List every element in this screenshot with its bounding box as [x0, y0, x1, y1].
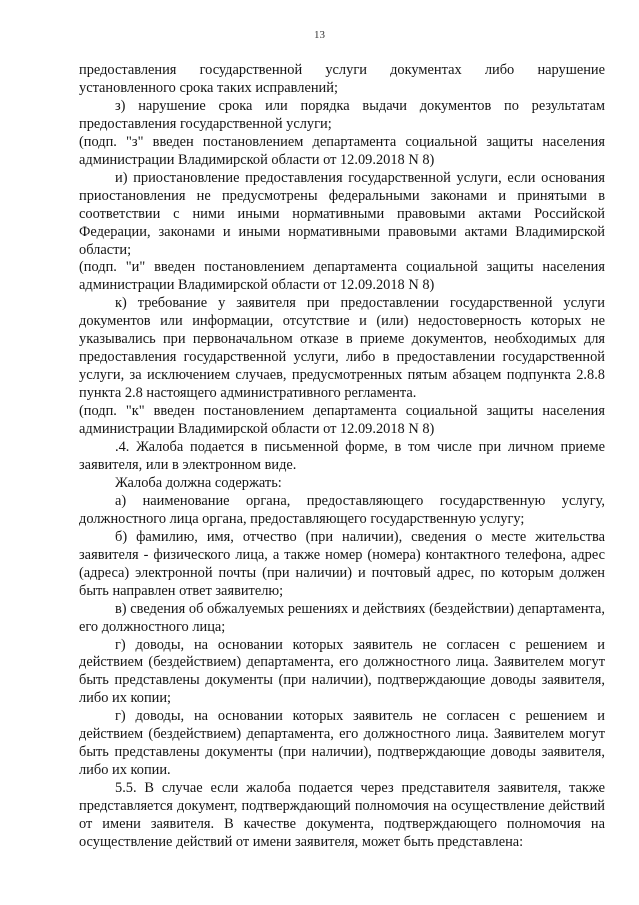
paragraph-v: в) сведения об обжалуемых решениях и действиях (бездействии) департамента, его должностного лица;	[79, 600, 605, 635]
paragraph-5-5: 5.5. В случае если жалоба подается через представителя заявителя, также представляется документ, подтверждающий полномочия на осуществление действий от имени заявителя. В качестве документа, подтверждающего полномочия на осуществление действий от имени заявителя, может быть представлена:	[79, 780, 605, 850]
paragraph-g-1: г) доводы, на основании которых заявитель не согласен с решением и действием (бездействием) департамента, его должностного лица. Заявителем могут быть представлены документы (при наличии), подтверждающие доводы заявителя, либо их копии;	[79, 636, 605, 707]
paragraph-z: з) нарушение срока или порядка выдачи документов по результатам предоставления государственной услуги;	[79, 97, 605, 132]
paragraph-i: и) приостановление предоставления государственной услуги, если основания приостановления не предусмотрены федеральными законами и принятыми в соответствии с ними иными нормативными правовыми актами Российской Федерации, законами и иными нормативными правовыми актами Владимирской области;	[79, 169, 605, 258]
paragraph-g-2: г) доводы, на основании которых заявитель не согласен с решением и действием (бездействием) департамента, его должностного лица. Заявителем могут быть представлены документы (при наличии), подтверждающие доводы заявителя, либо их копии.	[79, 708, 605, 779]
document-body	[79, 62, 605, 852]
amendment-note-i: (подп. "и" введен постановлением департамента социальной защиты населения администрации Владимирской области от 12.09.2018 N 8)	[79, 259, 605, 294]
amendment-note-z: (подп. "з" введен постановлением департамента социальной защиты населения администрации Владимирской области от 12.09.2018 N 8)	[79, 133, 605, 168]
paragraph-continuation: предоставления государственной услуги документах либо нарушение установленного срока таких исправлений;	[79, 62, 605, 96]
page-number: 13	[314, 29, 325, 41]
amendment-note-k: (подп. "к" введен постановлением департамента социальной защиты населения администрации Владимирской области от 12.09.2018 N 8)	[79, 403, 605, 438]
paragraph-a: а) наименование органа, предоставляющего государственную услугу, должностного лица органа, предоставляющего государственную услугу;	[79, 492, 605, 527]
paragraph-5-4: .4. Жалоба подается в письменной форме, в том числе при личном приеме заявителя, или в электронном виде.	[79, 439, 605, 473]
paragraph-k: к) требование у заявителя при предоставлении государственной услуги документов или информации, отсутствие и (или) недостоверность которых не указывались при первоначальном отказе в приеме документов, необходимых для предоставления государственной услуги, либо в предоставлении государственной услуги, за исключением случаев, предусмотренных пятым абзацем подпункта 2.8.8 пункта 2.8 настоящего административного регламента.	[79, 295, 605, 402]
paragraph-b: б) фамилию, имя, отчество (при наличии), сведения о месте жительства заявителя - физического лица, а также номер (номера) контактного телефона, адрес (адреса) электронной почты (при наличии) и почтовый адрес, по которым должен быть направлен ответ заявителю;	[79, 528, 605, 599]
paragraph-complaint-content: Жалоба должна содержать:	[115, 474, 282, 491]
